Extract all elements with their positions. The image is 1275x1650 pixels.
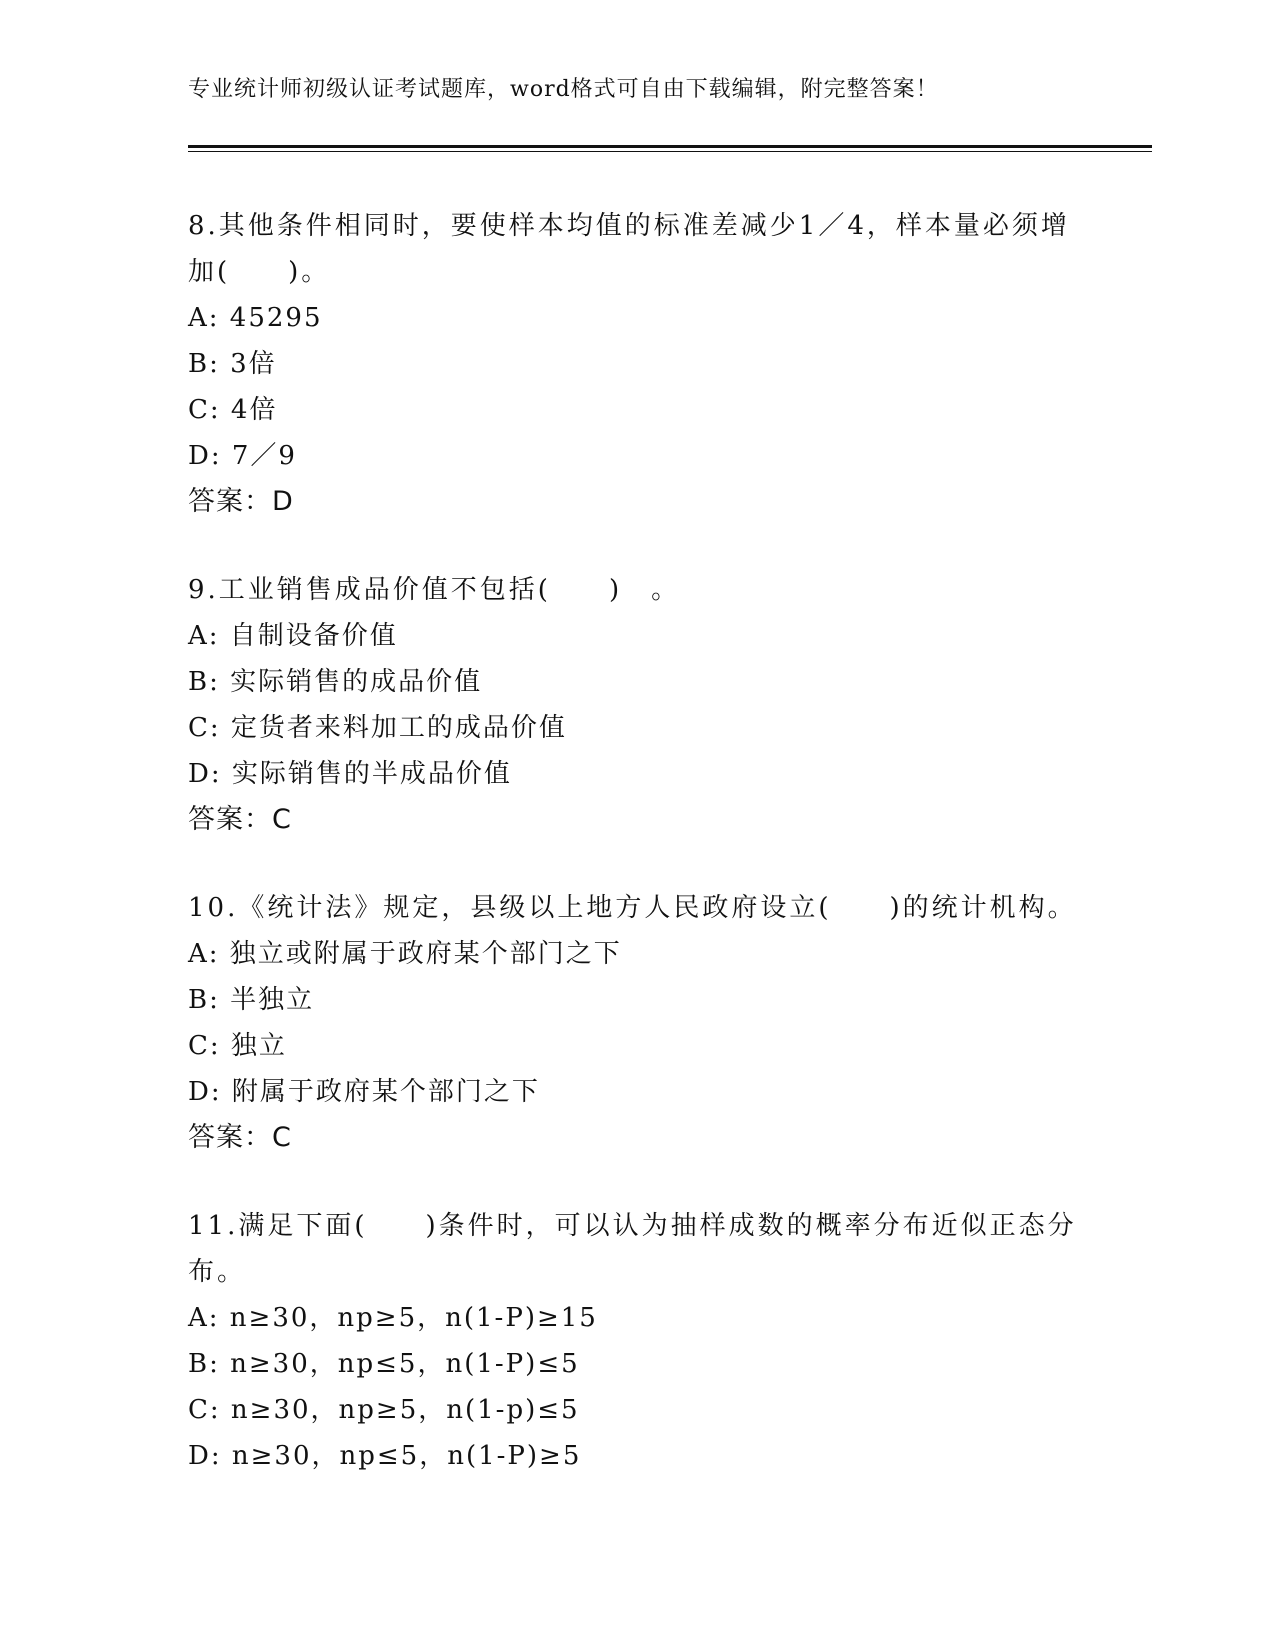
option-b: B: 3倍: [188, 349, 277, 379]
question-stem: 10.《统计法》规定，县级以上地方人民政府设立( )的统计机构。: [188, 893, 1077, 923]
option-d: D: 实际销售的半成品价值: [188, 759, 512, 789]
header-rule-thin: [188, 151, 1152, 152]
question-stem: 9.工业销售成品价值不包括( ) 。: [188, 575, 681, 605]
option-d: D: 7／9: [188, 441, 297, 471]
question-stem: 8.其他条件相同时，要使样本均值的标准差减少1／4，样本量必须增加( )。: [188, 211, 1070, 287]
option-a: A: n≥30，np≥5，n(1-P)≥15: [188, 1303, 598, 1333]
option-c: C: n≥30，np≥5，n(1-p)≤5: [188, 1395, 580, 1425]
option-b: B: 实际销售的成品价值: [188, 667, 483, 697]
option-a: A: 45295: [188, 303, 323, 333]
option-b: B: 半独立: [188, 985, 315, 1015]
question-9: [188, 567, 1088, 843]
question-11: [188, 1203, 1088, 1479]
answer-line: 答案：C: [188, 804, 292, 835]
option-d: D: 附属于政府某个部门之下: [188, 1077, 540, 1107]
header-rule-thick: [188, 145, 1152, 148]
answer-line: 答案：C: [188, 1122, 292, 1153]
question-list: [188, 203, 1088, 1521]
option-b: B: n≥30，np≤5，n(1-P)≤5: [188, 1349, 580, 1379]
question-8: [188, 203, 1088, 525]
option-c: C: 4倍: [188, 395, 278, 425]
question-10: [188, 885, 1088, 1161]
question-stem: 11.满足下面( )条件时，可以认为抽样成数的概率分布近似正态分布。: [188, 1211, 1077, 1287]
page-header: 专业统计师初级认证考试题库，word格式可自由下载编辑，附完整答案！: [188, 77, 939, 102]
answer-line: 答案：D: [188, 486, 294, 517]
option-a: A: 独立或附属于政府某个部门之下: [188, 939, 622, 969]
option-c: C: 独立: [188, 1031, 287, 1061]
option-a: A: 自制设备价值: [188, 621, 398, 651]
option-d: D: n≥30，np≤5，n(1-P)≥5: [188, 1441, 582, 1471]
option-c: C: 定货者来料加工的成品价值: [188, 713, 567, 743]
